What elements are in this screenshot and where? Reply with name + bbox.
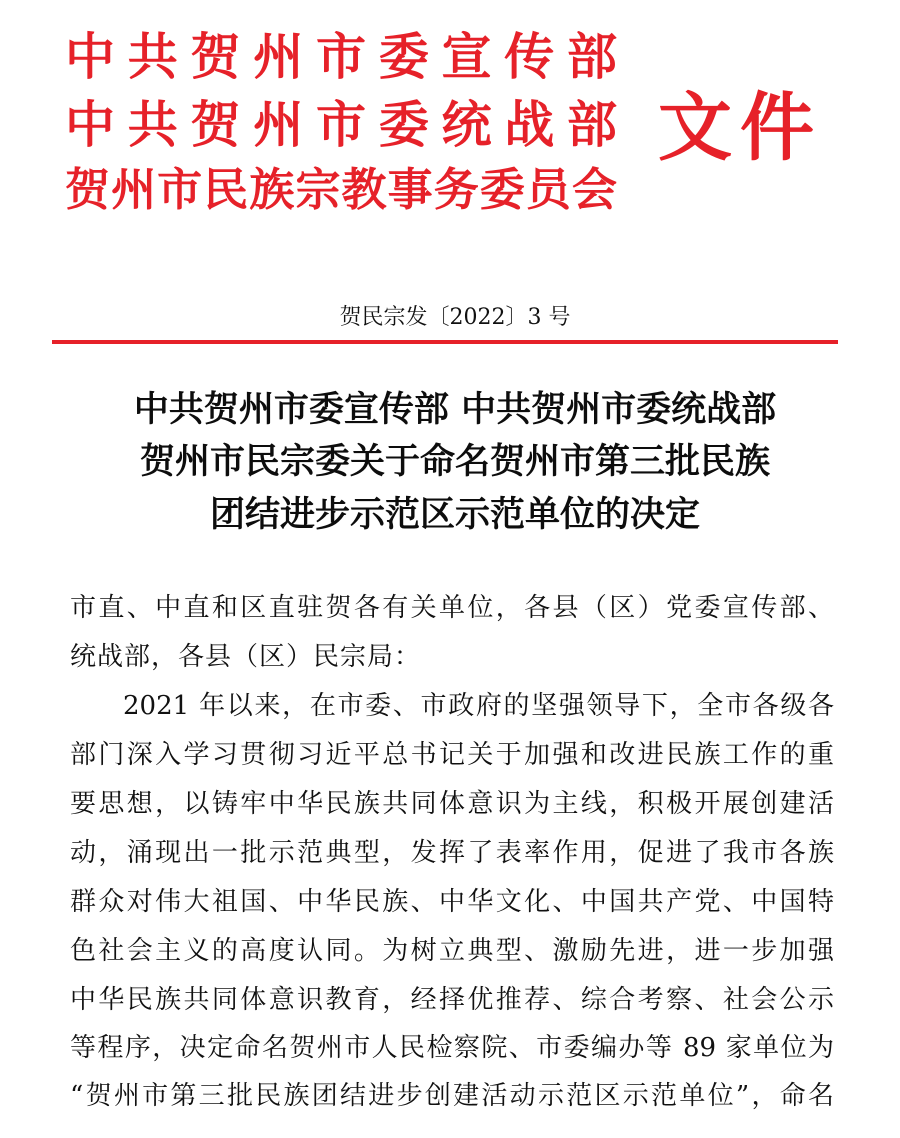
salutation-line-1: 市直、中直和区直驻贺各有关单位，各县（区）党委宣传部、 (70, 593, 834, 623)
document-label: 文件 (658, 86, 814, 170)
paragraph-line: 要思想，以铸牢中华民族共同体意识为主线，积极开展创建活 (70, 789, 834, 819)
document-title-line-1: 中共贺州市委宣传部 中共贺州市委统战部 (133, 389, 777, 430)
red-divider (52, 340, 838, 344)
paragraph-line: “贺州市第三批民族团结进步创建活动示范区示范单位”，命名 (70, 1081, 834, 1111)
paragraph-line: 色社会主义的高度认同。为树立典型、激励先进，进一步加强 (70, 936, 834, 966)
issuer-ethnic-religious-commission: 贺州市民族宗教事务委员会 (65, 163, 617, 216)
paragraph-line: 中华民族共同体意识教育，经择优推荐、综合考察、社会公示 (70, 985, 834, 1015)
paragraph-line: 群众对伟大祖国、中华民族、中华文化、中国共产党、中国特 (70, 887, 834, 917)
document-number: 贺民宗发〔2022〕3 号 (339, 305, 571, 330)
issuer-united-front-department: 中共贺州市委统战部 (65, 96, 617, 154)
document-title-line-2: 贺州市民宗委关于命名贺州市第三批民族 (139, 441, 770, 482)
paragraph-line: 2021 年以来，在市委、市政府的坚强领导下，全市各级各 (123, 691, 834, 721)
document-title-line-3: 团结进步示范区示范单位的决定 (209, 494, 700, 535)
salutation-line-2: 统战部，各县（区）民宗局： (70, 642, 422, 672)
paragraph-line: 等程序，决定命名贺州市人民检察院、市委编办等 89 家单位为 (70, 1033, 834, 1063)
paragraph-line: 部门深入学习贯彻习近平总书记关于加强和改进民族工作的重 (70, 740, 834, 770)
issuer-publicity-department: 中共贺州市委宣传部 (65, 28, 617, 86)
paragraph-line: 动，涌现出一批示范典型，发挥了表率作用，促进了我市各族 (70, 838, 834, 868)
